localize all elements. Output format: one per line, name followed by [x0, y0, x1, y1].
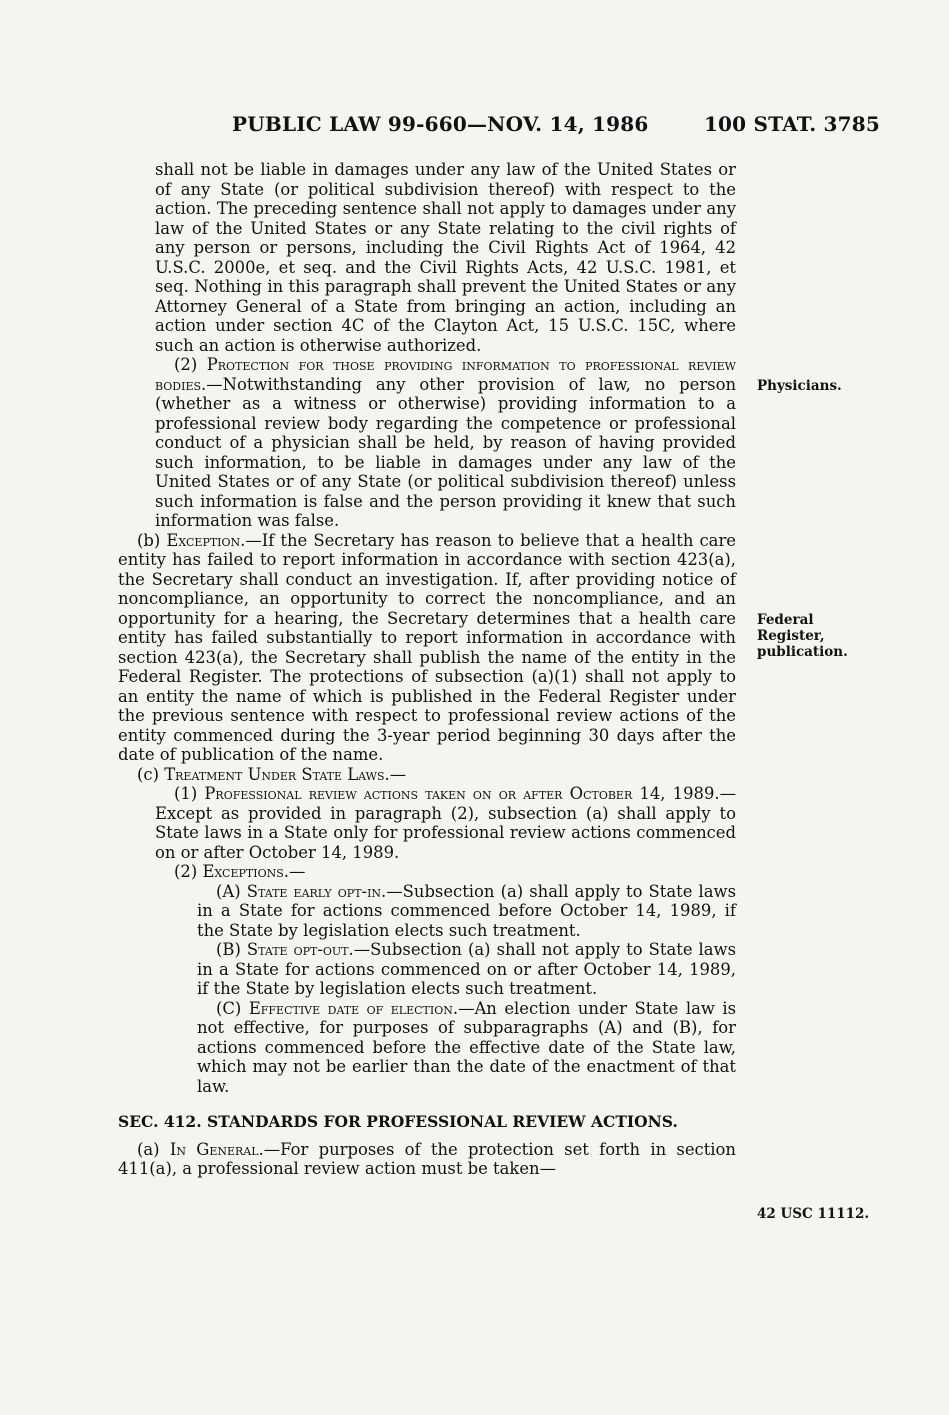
- subsection-number: (c): [137, 764, 159, 784]
- paragraph-2: [118, 355, 736, 531]
- paragraph-body: —Notwithstanding any other provision of law, no person (whether as a witness or otherwise) providing information to a professional review body regarding the competence or professional conduct of a physician shall be held, by reason of having provided such information, to be liable in damages under any law of the United States or of any State (or political subdivision thereof) unless such information is false and the person providing it knew that such information was false.: [155, 374, 736, 530]
- margin-note-usc: 42 USC 11112.: [757, 1206, 870, 1222]
- paragraph-heading: Exceptions.: [202, 862, 289, 881]
- subparagraph-body: —Subsection (a) shall apply to State laws in a State for actions commenced before October 14, 1989, if the State by legislation elects such treatment.: [197, 881, 736, 940]
- subsection-c: [118, 765, 736, 785]
- subsection-heading: Exception.: [166, 530, 246, 550]
- subparagraph-heading: State early opt-in.: [246, 881, 387, 901]
- paragraph-heading: Professional review actions taken on or after October 14, 1989.: [204, 784, 720, 803]
- margin-note-physicians: Physicians.: [757, 378, 842, 394]
- subsection-heading: Treatment Under State Laws.: [164, 764, 390, 784]
- paragraph-number: (1): [174, 784, 198, 803]
- margin-note-federal-register: Federal Register, publication.: [757, 612, 848, 660]
- section-heading: SEC. 412. STANDARDS FOR PROFESSIONAL REVIEW ACTIONS.: [118, 1112, 678, 1131]
- subparagraph-a: [118, 882, 736, 941]
- paragraph-number: (2): [174, 862, 198, 881]
- paragraph-c1: [118, 784, 736, 862]
- subparagraph-heading: Effective date of election.: [248, 998, 459, 1018]
- subsection-b: [118, 531, 736, 765]
- subparagraph-number: (C): [216, 998, 242, 1018]
- subparagraph-c: [118, 999, 736, 1097]
- subparagraph-body: —An election under State law is not effective, for purposes of subparagraphs (A) and (B), for actions commenced before the effective date of the State law, which may not be earlier than the date of the enactment of that law.: [197, 998, 737, 1096]
- subsection-number: (b): [137, 530, 161, 550]
- subsection-a: [118, 1140, 736, 1179]
- subsection-heading: In General.: [169, 1139, 264, 1159]
- subsection-number: (a): [137, 1139, 160, 1159]
- subparagraph-b: [118, 940, 736, 999]
- dash: —: [389, 764, 407, 784]
- paragraph-continuation: shall not be liable in damages under any law of the United States or of any State (or political subdivision thereof) with respect to the action. The preceding sentence shall not apply to damages under any law of the United States or any State relating to the civil rights of any person or persons, including the Civil Rights Act of 1964, 42 U.S.C. 2000e, et seq. and the Civil Rights Acts, 42 U.S.C. 1981, et seq. Nothing in this paragraph shall prevent the United States or any Attorney General of a State from bringing an action, including an action under section 4C of the Clayton Act, 15 U.S.C. 15C, where such an action is otherwise authorized.: [155, 160, 736, 355]
- law-citation: PUBLIC LAW 99-660—NOV. 14, 1986: [232, 112, 649, 136]
- subparagraph-number: (A): [216, 881, 241, 901]
- paragraph-c2: [118, 862, 736, 882]
- subsection-body: —For purposes of the protection set forth in section 411(a), a professional review action must be taken—: [118, 1139, 736, 1178]
- statute-page-number: 100 STAT. 3785: [703, 112, 880, 136]
- subparagraph-heading: State opt-out.: [246, 940, 354, 959]
- subsection-body: —If the Secretary has reason to believe that a health care entity has failed to report information in accordance with section 423(a), the Secretary shall conduct an investigation. If, after providing notice of noncompliance, an opportunity to correct the noncompliance, and an opportunity for a hearing, the Secretary determines that a health care entity has failed substantially to report information in accordance with section 423(a), the Secretary shall publish the name of the entity in the Federal Register. The protections of subsection (a)(1) shall not apply to an entity the name of which is published in the Federal Register under the previous sentence with respect to professional review actions of the entity commenced during the 3-year period beginning 30 days after the date of publication of the name.: [118, 530, 736, 764]
- paragraph-body: —Except as provided in paragraph (2), subsection (a) shall apply to State laws in a State only for professional review actions commenced on or after October 14, 1989.: [155, 784, 736, 862]
- dash: —: [288, 862, 306, 881]
- body-text: [118, 160, 736, 1179]
- paragraph-number: (2): [174, 355, 198, 374]
- subparagraph-number: (B): [216, 940, 241, 959]
- paragraph-heading: Protection for those providing information to professional review bodies.: [155, 355, 736, 394]
- subparagraph-body: —Subsection (a) shall not apply to State laws in a State for actions commenced on or after October 14, 1989, if the State by legislation elects such treatment.: [197, 940, 737, 998]
